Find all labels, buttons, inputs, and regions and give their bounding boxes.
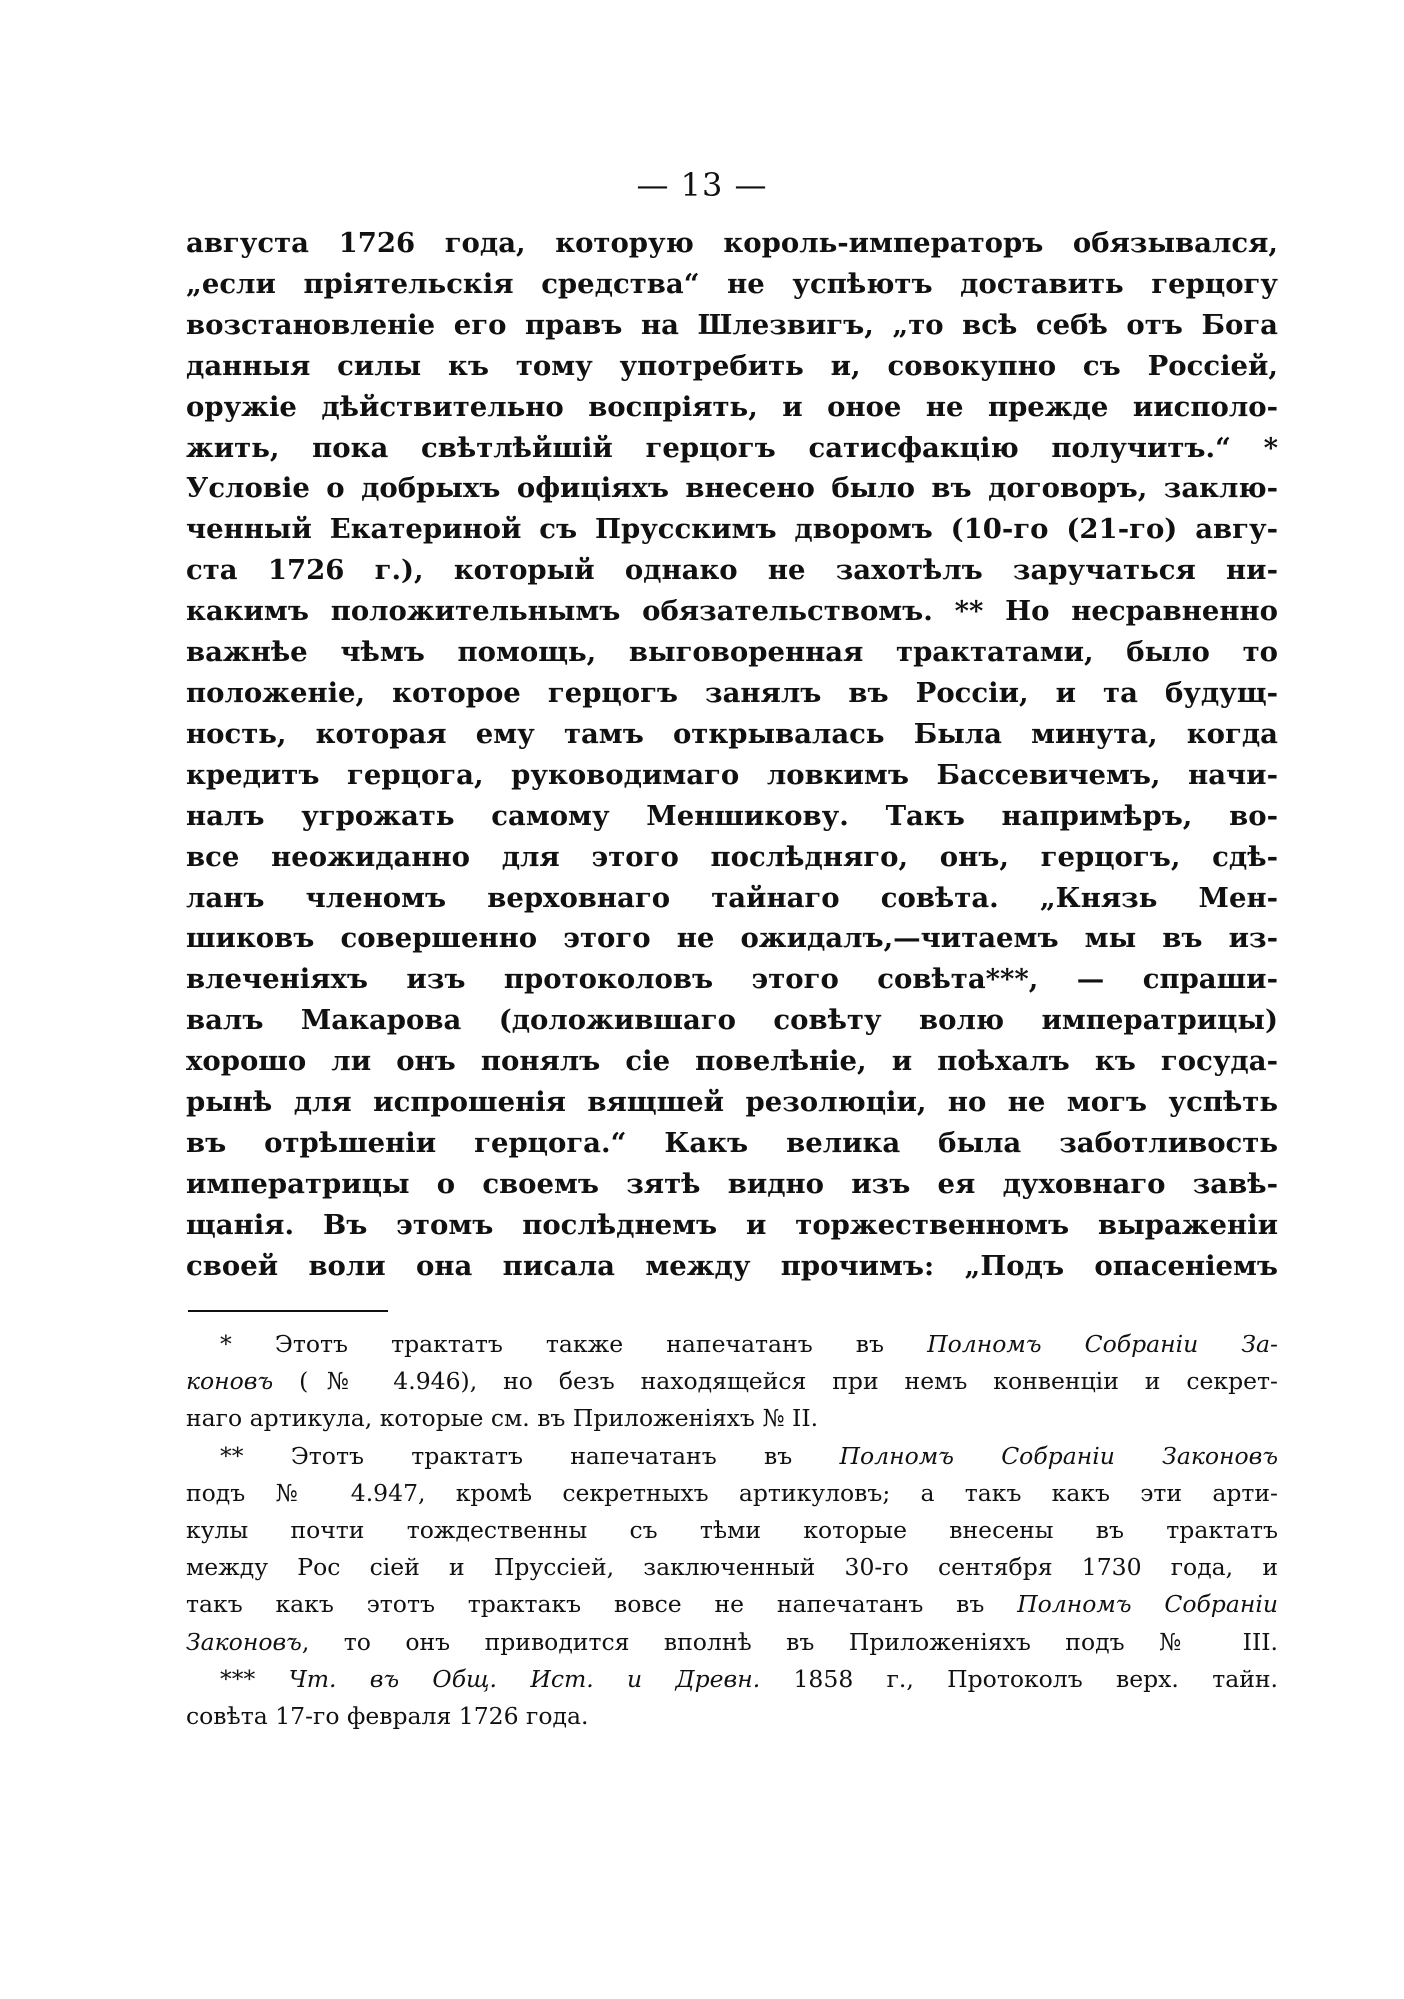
- body-line: данныя силы къ тому употребить и, совокупно съ Россіей,: [186, 349, 1278, 382]
- body-line: какимъ положительнымъ обязательствомъ. ** Но несравненно: [186, 595, 1278, 628]
- body-line: ста 1726 г.), который однако не захотѣлъ заручаться ни-: [186, 554, 1278, 587]
- body-line: своей воли она писала между прочимъ: „Подъ опасеніемъ: [186, 1249, 1278, 1282]
- footnote-2-line: [186, 1624, 1278, 1661]
- footnote-3-line: совѣта 17-го февраля 1726 года.: [186, 1702, 589, 1731]
- footnote-text: , то онъ приводится вполнѣ въ Приложеніяхъ подъ № III.: [301, 1627, 1278, 1656]
- footnote-2-line: [186, 1438, 1278, 1475]
- footnote-1-line: [186, 1363, 1278, 1400]
- body-line: августа 1726 года, которую король-императоръ обязывался,: [186, 227, 1278, 259]
- body-line: кредитъ герцога, руководимаго ловкимъ Бассевичемъ, начи-: [186, 758, 1278, 791]
- footnote-citation: Полномъ Собраніи Законовъ: [839, 1441, 1278, 1470]
- body-line: важнѣе чѣмъ помощь, выговоренная трактатами, было то: [186, 636, 1278, 669]
- footnotes: [186, 1326, 1278, 1735]
- footnote-citation: Полномъ Собраніи За-: [927, 1330, 1278, 1358]
- body-line: жить, пока свѣтлѣйшій герцогъ сатисфакцію получитъ.“ *: [186, 431, 1278, 464]
- footnote-text: ***: [220, 1664, 289, 1693]
- footnote-citation: коновъ: [186, 1367, 274, 1396]
- body-line: положеніе, которое герцогъ занялъ въ Россіи, и та будущ-: [186, 676, 1278, 709]
- footnote-citation: Чт. въ Общ. Ист. и Древн.: [288, 1664, 761, 1693]
- footnote-text: * Этотъ трактатъ также напечатанъ въ: [220, 1330, 928, 1358]
- footnote-2-line: кулы почти тождественны съ тѣми которые внесены въ трактатъ: [186, 1516, 1278, 1545]
- page-number: — 13 —: [636, 166, 768, 204]
- body-line: все неожиданно для этого послѣдняго, онъ, герцогъ, сдѣ-: [186, 840, 1278, 873]
- body-line: щанія. Въ этомъ послѣднемъ и торжественномъ выраженіи: [186, 1208, 1278, 1241]
- footnote-text: (№ 4.946), но безъ находящейся при немъ конвенціи и секрет-: [273, 1367, 1278, 1396]
- body-line: Условіе о добрыхъ офиціяхъ внесено было въ договоръ, заклю-: [186, 472, 1278, 505]
- body-line: въ отрѣшеніи герцога.“ Какъ велика была заботливость: [186, 1126, 1278, 1159]
- footnote-text: 1858 г., Протоколъ верх. тайн.: [760, 1664, 1279, 1693]
- body-line: ченный Екатериной съ Прусскимъ дворомъ (10-го (21-го) авгу-: [186, 513, 1278, 546]
- body-line: ланъ членомъ верховнаго тайнаго совѣта. „Князь Мен-: [186, 881, 1278, 914]
- footnote-text: такъ какъ этотъ трактакъ вовсе не напечатанъ въ: [186, 1590, 1018, 1619]
- footnote-3-line: [186, 1661, 1278, 1698]
- footnote-2-line: [186, 1586, 1278, 1623]
- body-line: хорошо ли онъ понялъ сіе повелѣніе, и поѣхалъ къ госуда-: [186, 1045, 1278, 1078]
- footnote-1-line: наго артикула, которые см. въ Приложеніяхъ № II.: [186, 1404, 819, 1433]
- body-line: возстановленіе его правъ на Шлезвигъ, „то всѣ себѣ отъ Бога: [186, 308, 1278, 341]
- body-line: императрицы о своемъ зятѣ видно изъ ея духовнаго завѣ-: [186, 1167, 1278, 1200]
- footnote-2-line: между Рос сіей и Пруссіей, заключенный 30-го сентября 1730 года, и: [186, 1553, 1278, 1582]
- body-line: ность, которая ему тамъ открывалась Была минута, когда: [186, 717, 1278, 750]
- footnote-citation: Законовъ: [186, 1627, 302, 1656]
- body-line: влеченіяхъ изъ протоколовъ этого совѣта***, — спраши-: [186, 963, 1278, 996]
- body-line: рынѣ для испрошенія вящшей резолюціи, но не могъ успѣть: [186, 1086, 1278, 1119]
- footnote-2-line: подъ № 4.947, кромѣ секретныхъ артикуловъ; а такъ какъ эти арти-: [186, 1478, 1278, 1507]
- body-line: „если пріятельскія средства“ не успѣютъ доставить герцогу: [186, 267, 1278, 300]
- body-line: оружіе дѣйствительно воспріять, и оное не прежде иисполо-: [186, 390, 1278, 423]
- footnote-divider: [188, 1310, 388, 1312]
- footnote-citation: Полномъ Собраніи: [1017, 1590, 1278, 1619]
- footnote-text: ** Этотъ трактатъ напечатанъ въ: [220, 1441, 840, 1470]
- body-line: шиковъ совершенно этого не ожидалъ,—читаемъ мы въ из-: [186, 922, 1278, 955]
- body-line: налъ угрожать самому Меншикову. Такъ напримѣръ, во-: [186, 799, 1278, 832]
- footnote-1-line: [186, 1326, 1278, 1363]
- body-line: валъ Макарова (доложившаго совѣту волю императрицы): [186, 1004, 1278, 1037]
- main-text: [186, 223, 1278, 1287]
